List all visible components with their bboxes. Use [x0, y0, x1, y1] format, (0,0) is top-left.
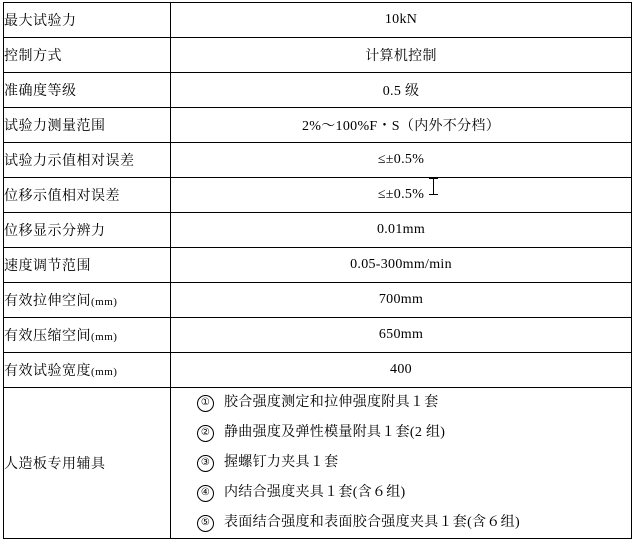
table-row — [4, 3, 632, 38]
list-item — [197, 478, 631, 508]
item-number: ⑤ — [197, 515, 214, 532]
row-value-text: 0.5 级 — [382, 84, 420, 99]
row-label-text: 有效压缩空间 — [4, 329, 91, 344]
row-label-text: 有效试验宽度 — [4, 364, 91, 379]
list-item — [197, 508, 631, 538]
row-label-unit: (mm) — [91, 331, 118, 343]
table-row — [4, 178, 632, 213]
row-value-text: 2%～100%F・S（内外不分档） — [302, 119, 500, 134]
row-value-text: ≤±0.5% — [377, 187, 425, 202]
row-label: 速度调节范围 — [4, 248, 171, 283]
item-text: 胶合强度测定和拉伸强度附具１套 — [224, 395, 439, 410]
item-text: 静曲强度及弹性模量附具１套(2 组) — [224, 425, 446, 440]
table-row — [4, 73, 632, 108]
item-number: ① — [197, 395, 214, 412]
row-value — [171, 178, 632, 213]
table-row — [4, 283, 632, 318]
item-text: 内结合强度夹具１套(含６组) — [224, 485, 406, 500]
row-value — [171, 108, 632, 143]
row-value — [171, 248, 632, 283]
accessory-list — [171, 388, 631, 538]
accessory-row-label: 人造板专用辅具 — [4, 388, 171, 539]
row-value — [171, 38, 632, 73]
table-row-accessories — [4, 388, 632, 539]
accessory-list-cell — [171, 388, 632, 539]
table-row — [4, 143, 632, 178]
row-label: 位移显示分辨力 — [4, 213, 171, 248]
table-row — [4, 213, 632, 248]
table-row — [4, 248, 632, 283]
row-value-text: 0.01mm — [376, 222, 426, 237]
row-value — [171, 318, 632, 353]
row-label: 准确度等级 — [4, 73, 171, 108]
list-item — [197, 388, 631, 418]
item-text: 握螺钉力夹具１套 — [224, 455, 339, 470]
row-value-text: 计算机控制 — [365, 49, 437, 64]
row-value — [171, 3, 632, 38]
row-label: 位移示值相对误差 — [4, 178, 171, 213]
item-text: 表面结合强度和表面胶合强度夹具１套(含６组) — [224, 515, 520, 530]
item-number: ④ — [197, 485, 214, 502]
row-value — [171, 353, 632, 388]
item-number: ③ — [197, 455, 214, 472]
list-item — [197, 448, 631, 478]
row-label — [4, 283, 171, 318]
list-item — [197, 418, 631, 448]
table-row — [4, 38, 632, 73]
table-row — [4, 353, 632, 388]
row-label — [4, 353, 171, 388]
row-value-text: 650mm — [378, 327, 424, 342]
row-value-text: ≤±0.5% — [377, 152, 425, 167]
row-label: 最大试验力 — [4, 3, 171, 38]
item-number: ② — [197, 425, 214, 442]
table-body — [4, 3, 632, 539]
row-value-text: 400 — [390, 362, 412, 377]
row-value — [171, 283, 632, 318]
row-value-text: 0.05-300mm/min — [350, 257, 452, 272]
table-row — [4, 108, 632, 143]
row-value — [171, 73, 632, 108]
specification-table — [3, 2, 632, 539]
row-label-unit: (mm) — [91, 296, 118, 308]
row-value — [171, 143, 632, 178]
row-label-unit: (mm) — [91, 366, 118, 378]
row-value-text: 10kN — [384, 12, 418, 27]
row-label: 试验力示值相对误差 — [4, 143, 171, 178]
row-value-text: 700mm — [378, 292, 424, 307]
row-label: 试验力测量范围 — [4, 108, 171, 143]
row-label: 控制方式 — [4, 38, 171, 73]
row-label-text: 有效拉伸空间 — [4, 294, 91, 309]
table-row — [4, 318, 632, 353]
row-label — [4, 318, 171, 353]
row-value — [171, 213, 632, 248]
